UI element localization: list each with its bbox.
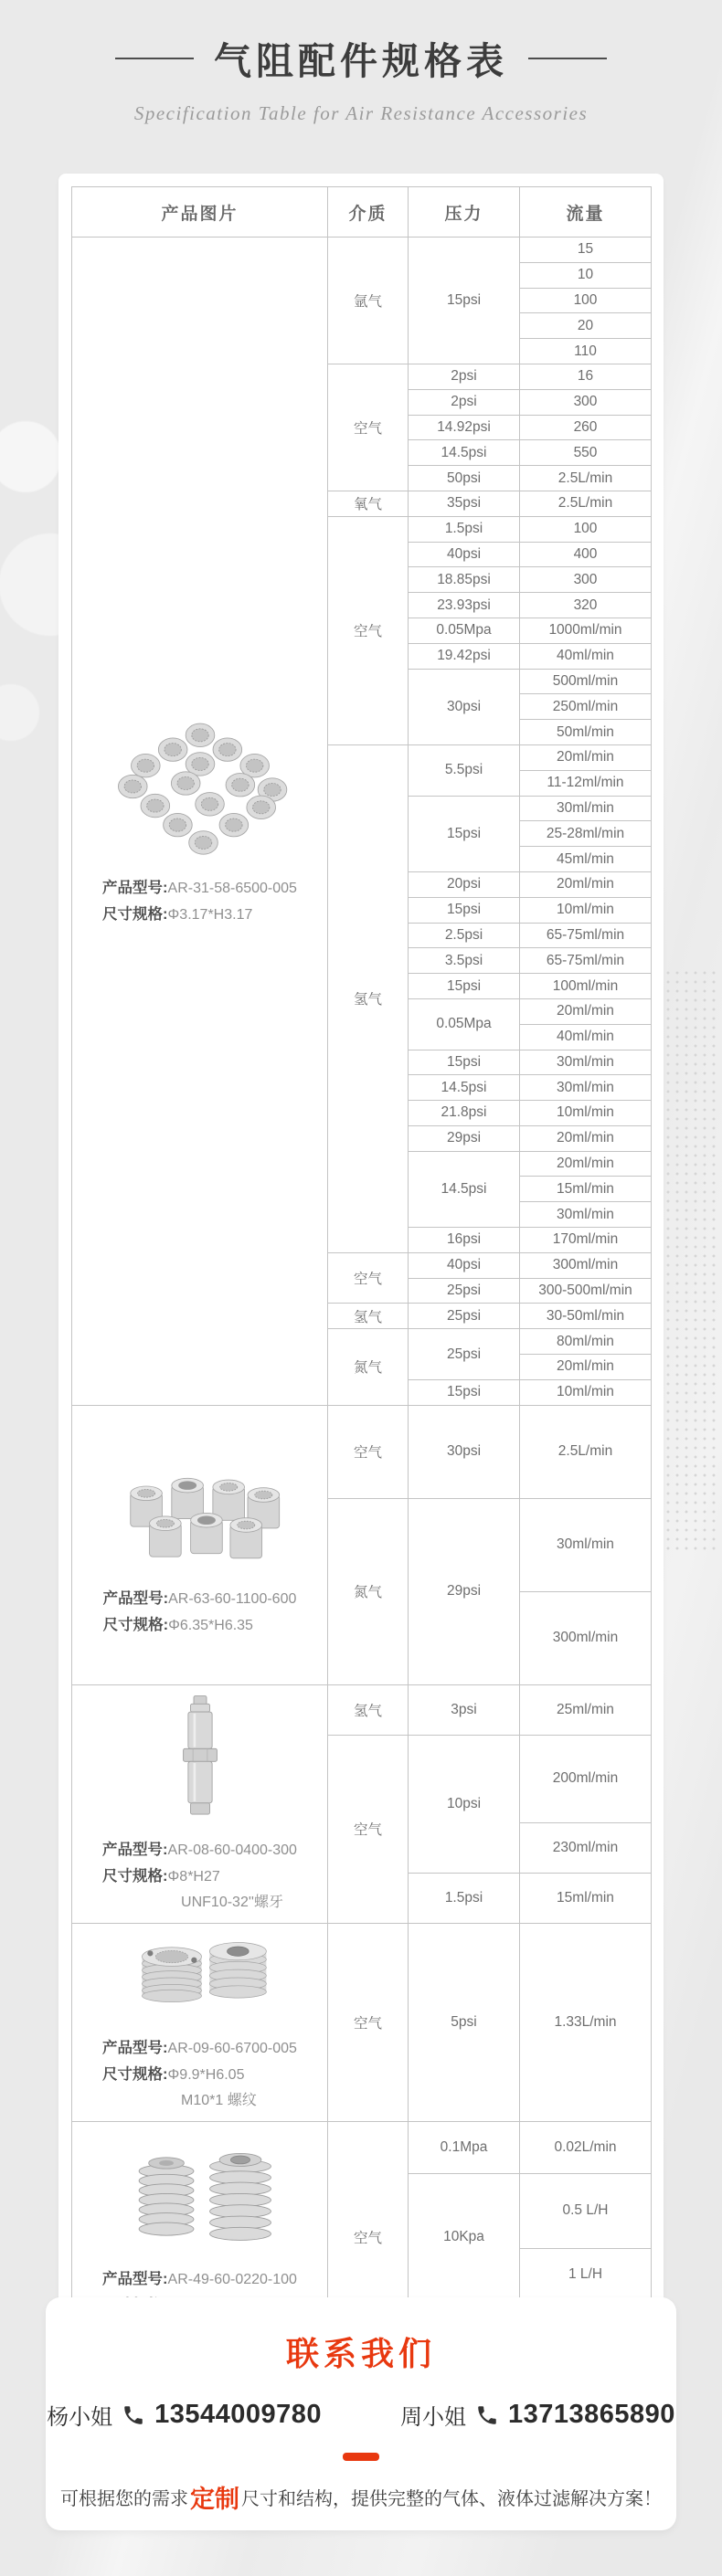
contact-name: 周小姐 bbox=[400, 2405, 466, 2430]
pressure-cell: 16psi bbox=[409, 1228, 520, 1253]
pressure-cell: 35psi bbox=[409, 491, 520, 516]
contact-phone: 13713865890 bbox=[508, 2400, 675, 2429]
pressure-cell: 40psi bbox=[409, 1252, 520, 1278]
model-line: 产品型号:AR-09-60-6700-005 bbox=[102, 2039, 297, 2056]
product-photo bbox=[103, 2129, 297, 2250]
pressure-cell: 2psi bbox=[409, 364, 520, 389]
contact-item bbox=[47, 2399, 322, 2431]
custom-note bbox=[60, 2479, 662, 2515]
pressure-cell: 14.5psi bbox=[409, 440, 520, 466]
flow-cell: 20ml/min bbox=[520, 1151, 652, 1177]
pressure-cell: 40psi bbox=[409, 542, 520, 567]
medium-cell: 氢气 bbox=[328, 1304, 409, 1329]
flow-cell: 30ml/min bbox=[520, 1075, 652, 1101]
pressure-cell: 25psi bbox=[409, 1329, 520, 1380]
model-line: 产品型号:AR-08-60-0400-300 bbox=[102, 1841, 297, 1858]
product-cell bbox=[72, 1923, 328, 2121]
size-line: 尺寸规格:Φ6.35*H6.35 bbox=[102, 1617, 253, 1634]
medium-cell: 空气 bbox=[328, 1405, 409, 1498]
flow-cell: 2.5L/min bbox=[520, 491, 652, 516]
pressure-cell: 3psi bbox=[409, 1684, 520, 1735]
flow-cell: 11-12ml/min bbox=[520, 770, 652, 796]
medium-cell: 氩气 bbox=[328, 238, 409, 364]
model-line: 产品型号:AR-49-60-0220-100 bbox=[102, 2270, 297, 2287]
flow-cell: 20ml/min bbox=[520, 1355, 652, 1380]
flow-cell: 1 L/H bbox=[520, 2248, 652, 2300]
flow-cell: 40ml/min bbox=[520, 1024, 652, 1050]
flow-cell: 20ml/min bbox=[520, 871, 652, 897]
pressure-cell: 30psi bbox=[409, 669, 520, 744]
medium-cell: 氮气 bbox=[328, 1329, 409, 1405]
medium-cell: 空气 bbox=[328, 1252, 409, 1304]
flow-cell: 50ml/min bbox=[520, 720, 652, 745]
pressure-cell: 0.05Mpa bbox=[409, 998, 520, 1050]
header bbox=[0, 31, 722, 85]
flow-cell: 2.5L/min bbox=[520, 466, 652, 491]
flow-cell: 0.02L/min bbox=[520, 2121, 652, 2173]
model-line: 产品型号:AR-31-58-6500-005 bbox=[102, 879, 297, 896]
flow-cell: 300 bbox=[520, 567, 652, 593]
pressure-cell: 2psi bbox=[409, 389, 520, 415]
page-title: 气阻配件规格表 bbox=[214, 40, 508, 82]
flow-cell: 20ml/min bbox=[520, 998, 652, 1024]
medium-cell: 空气 bbox=[328, 2121, 409, 2352]
table-header-row bbox=[72, 187, 652, 238]
contact-list bbox=[47, 2399, 675, 2431]
pressure-cell: 20psi bbox=[409, 871, 520, 897]
flow-cell: 200ml/min bbox=[520, 1735, 652, 1822]
spec-table-card bbox=[58, 174, 664, 2366]
flow-cell: 15 bbox=[520, 238, 652, 263]
medium-cell: 氢气 bbox=[328, 744, 409, 1252]
pressure-cell: 15psi bbox=[409, 796, 520, 871]
spec-table bbox=[71, 186, 652, 2353]
table-row bbox=[72, 238, 652, 263]
size-line: 尺寸规格:Φ9.9*H6.05 bbox=[102, 2065, 245, 2083]
flow-cell: 320 bbox=[520, 593, 652, 618]
flow-cell: 20ml/min bbox=[520, 744, 652, 770]
flow-cell: 100ml/min bbox=[520, 974, 652, 999]
flow-cell: 65-75ml/min bbox=[520, 948, 652, 974]
contact-title: 联系我们 bbox=[285, 2335, 436, 2372]
title-right-line bbox=[528, 58, 607, 59]
contact-name: 杨小姐 bbox=[47, 2405, 113, 2430]
pressure-cell: 14.92psi bbox=[409, 415, 520, 440]
flow-cell: 65-75ml/min bbox=[520, 923, 652, 948]
product-photo bbox=[164, 1693, 237, 1821]
product-photo bbox=[101, 1931, 300, 2019]
table-row bbox=[72, 1684, 652, 1735]
pressure-cell: 10Kpa bbox=[409, 2173, 520, 2300]
flow-cell: 30ml/min bbox=[520, 1498, 652, 1591]
pressure-cell: 14.5psi bbox=[409, 1151, 520, 1227]
column-header-product-image: 产品图片 bbox=[72, 187, 328, 238]
pressure-cell: 14.5psi bbox=[409, 1075, 520, 1101]
flow-cell: 250ml/min bbox=[520, 694, 652, 720]
pressure-cell: 18.85psi bbox=[409, 567, 520, 593]
contact-card bbox=[46, 2297, 676, 2530]
flow-cell: 80ml/min bbox=[520, 1329, 652, 1355]
flow-cell: 10 bbox=[520, 262, 652, 288]
pressure-cell: 25psi bbox=[409, 1278, 520, 1304]
flow-cell: 300-500ml/min bbox=[520, 1278, 652, 1304]
flow-cell: 30ml/min bbox=[520, 1050, 652, 1075]
note-suffix: 尺寸和结构，提供完整的气体、液体过滤解决方案！ bbox=[241, 2489, 662, 2509]
product-cell bbox=[72, 1684, 328, 1923]
page-subtitle: Specification Table for Air Resistance Accessories bbox=[133, 102, 589, 124]
table-row bbox=[72, 1405, 652, 1498]
pressure-cell: 19.42psi bbox=[409, 643, 520, 669]
pressure-cell: 25psi bbox=[409, 1304, 520, 1329]
pressure-cell: 23.93psi bbox=[409, 593, 520, 618]
flow-cell: 30-50ml/min bbox=[520, 1304, 652, 1329]
flow-cell: 100 bbox=[520, 516, 652, 542]
pressure-cell: 0.05Mpa bbox=[409, 618, 520, 643]
model-line: 产品型号:AR-63-60-1100-600 bbox=[102, 1590, 297, 1608]
product-photo bbox=[104, 1451, 296, 1569]
flow-cell: 25ml/min bbox=[520, 1684, 652, 1735]
pressure-cell: 3.5psi bbox=[409, 948, 520, 974]
flow-cell: 1000ml/min bbox=[520, 618, 652, 643]
pressure-cell: 0.1Mpa bbox=[409, 2121, 520, 2173]
pressure-cell: 15psi bbox=[409, 1050, 520, 1075]
product-caption bbox=[102, 1837, 297, 1916]
flow-cell: 2.5L/min bbox=[520, 1405, 652, 1498]
phone-icon bbox=[475, 2403, 499, 2427]
flow-cell: 400 bbox=[520, 542, 652, 567]
pressure-cell: 10psi bbox=[409, 1735, 520, 1873]
medium-cell: 氢气 bbox=[328, 1684, 409, 1735]
size-line: 尺寸规格:Φ8*H27 bbox=[102, 1867, 220, 1884]
flow-cell: 10ml/min bbox=[520, 897, 652, 923]
flow-cell: 550 bbox=[520, 440, 652, 466]
flow-cell: 170ml/min bbox=[520, 1228, 652, 1253]
product-photo bbox=[103, 714, 297, 859]
red-divider bbox=[343, 2453, 379, 2461]
pressure-cell: 2.5psi bbox=[409, 923, 520, 948]
flow-cell: 1.33L/min bbox=[520, 1923, 652, 2121]
contact-phone: 13544009780 bbox=[154, 2400, 322, 2429]
note-highlight: 定制 bbox=[190, 2486, 239, 2513]
medium-cell: 氮气 bbox=[328, 1498, 409, 1684]
flow-cell: 500ml/min bbox=[520, 669, 652, 694]
flow-cell: 20ml/min bbox=[520, 1125, 652, 1151]
flow-cell: 10ml/min bbox=[520, 1101, 652, 1126]
medium-cell: 空气 bbox=[328, 516, 409, 744]
flow-cell: 15ml/min bbox=[520, 1873, 652, 1923]
pressure-cell: 50psi bbox=[409, 466, 520, 491]
pressure-cell: 15psi bbox=[409, 897, 520, 923]
product-caption bbox=[102, 875, 297, 928]
pressure-cell: 1.5psi bbox=[409, 1873, 520, 1923]
thread-spec: M10*1 螺纹 bbox=[181, 2092, 257, 2108]
medium-cell: 空气 bbox=[328, 1923, 409, 2121]
flow-cell: 15ml/min bbox=[520, 1177, 652, 1202]
flow-cell: 16 bbox=[520, 364, 652, 389]
flow-cell: 300 bbox=[520, 389, 652, 415]
pressure-cell: 5psi bbox=[409, 1923, 520, 2121]
flow-cell: 300ml/min bbox=[520, 1591, 652, 1684]
table-row bbox=[72, 2121, 652, 2173]
column-header-pressure: 压力 bbox=[409, 187, 520, 238]
flow-cell: 25-28ml/min bbox=[520, 821, 652, 847]
flow-cell: 230ml/min bbox=[520, 1822, 652, 1873]
flow-cell: 100 bbox=[520, 288, 652, 313]
flow-cell: 45ml/min bbox=[520, 847, 652, 872]
medium-cell: 空气 bbox=[328, 364, 409, 491]
product-cell bbox=[72, 238, 328, 1406]
flow-cell: 10ml/min bbox=[520, 1379, 652, 1405]
pressure-cell: 30psi bbox=[409, 1405, 520, 1498]
medium-cell: 氧气 bbox=[328, 491, 409, 516]
table-row bbox=[72, 1923, 652, 2121]
medium-cell: 空气 bbox=[328, 1735, 409, 1923]
pressure-cell: 15psi bbox=[409, 974, 520, 999]
pressure-cell: 21.8psi bbox=[409, 1101, 520, 1126]
product-caption bbox=[102, 2035, 297, 2114]
flow-cell: 30ml/min bbox=[520, 796, 652, 821]
title-left-line bbox=[115, 58, 194, 59]
flow-cell: 300ml/min bbox=[520, 1252, 652, 1278]
column-header-medium: 介质 bbox=[328, 187, 409, 238]
contact-item bbox=[400, 2399, 675, 2431]
pressure-cell: 15psi bbox=[409, 238, 520, 364]
flow-cell: 40ml/min bbox=[520, 643, 652, 669]
pressure-cell: 1.5psi bbox=[409, 516, 520, 542]
pressure-cell: 5.5psi bbox=[409, 744, 520, 796]
column-header-flow: 流量 bbox=[520, 187, 652, 238]
flow-cell: 30ml/min bbox=[520, 1202, 652, 1228]
pressure-cell: 29psi bbox=[409, 1498, 520, 1684]
product-cell bbox=[72, 1405, 328, 1684]
pressure-cell: 29psi bbox=[409, 1125, 520, 1151]
phone-icon bbox=[122, 2403, 145, 2427]
product-caption bbox=[103, 1586, 297, 1639]
pressure-cell: 15psi bbox=[409, 1379, 520, 1405]
thread-spec: UNF10-32''螺牙 bbox=[181, 1894, 283, 1910]
size-line: 尺寸规格:Φ3.17*H3.17 bbox=[102, 905, 253, 923]
flow-cell: 0.5 L/H bbox=[520, 2173, 652, 2248]
flow-cell: 20 bbox=[520, 313, 652, 339]
flow-cell: 260 bbox=[520, 415, 652, 440]
note-prefix: 可根据您的需求 bbox=[60, 2489, 188, 2509]
flow-cell: 110 bbox=[520, 339, 652, 364]
